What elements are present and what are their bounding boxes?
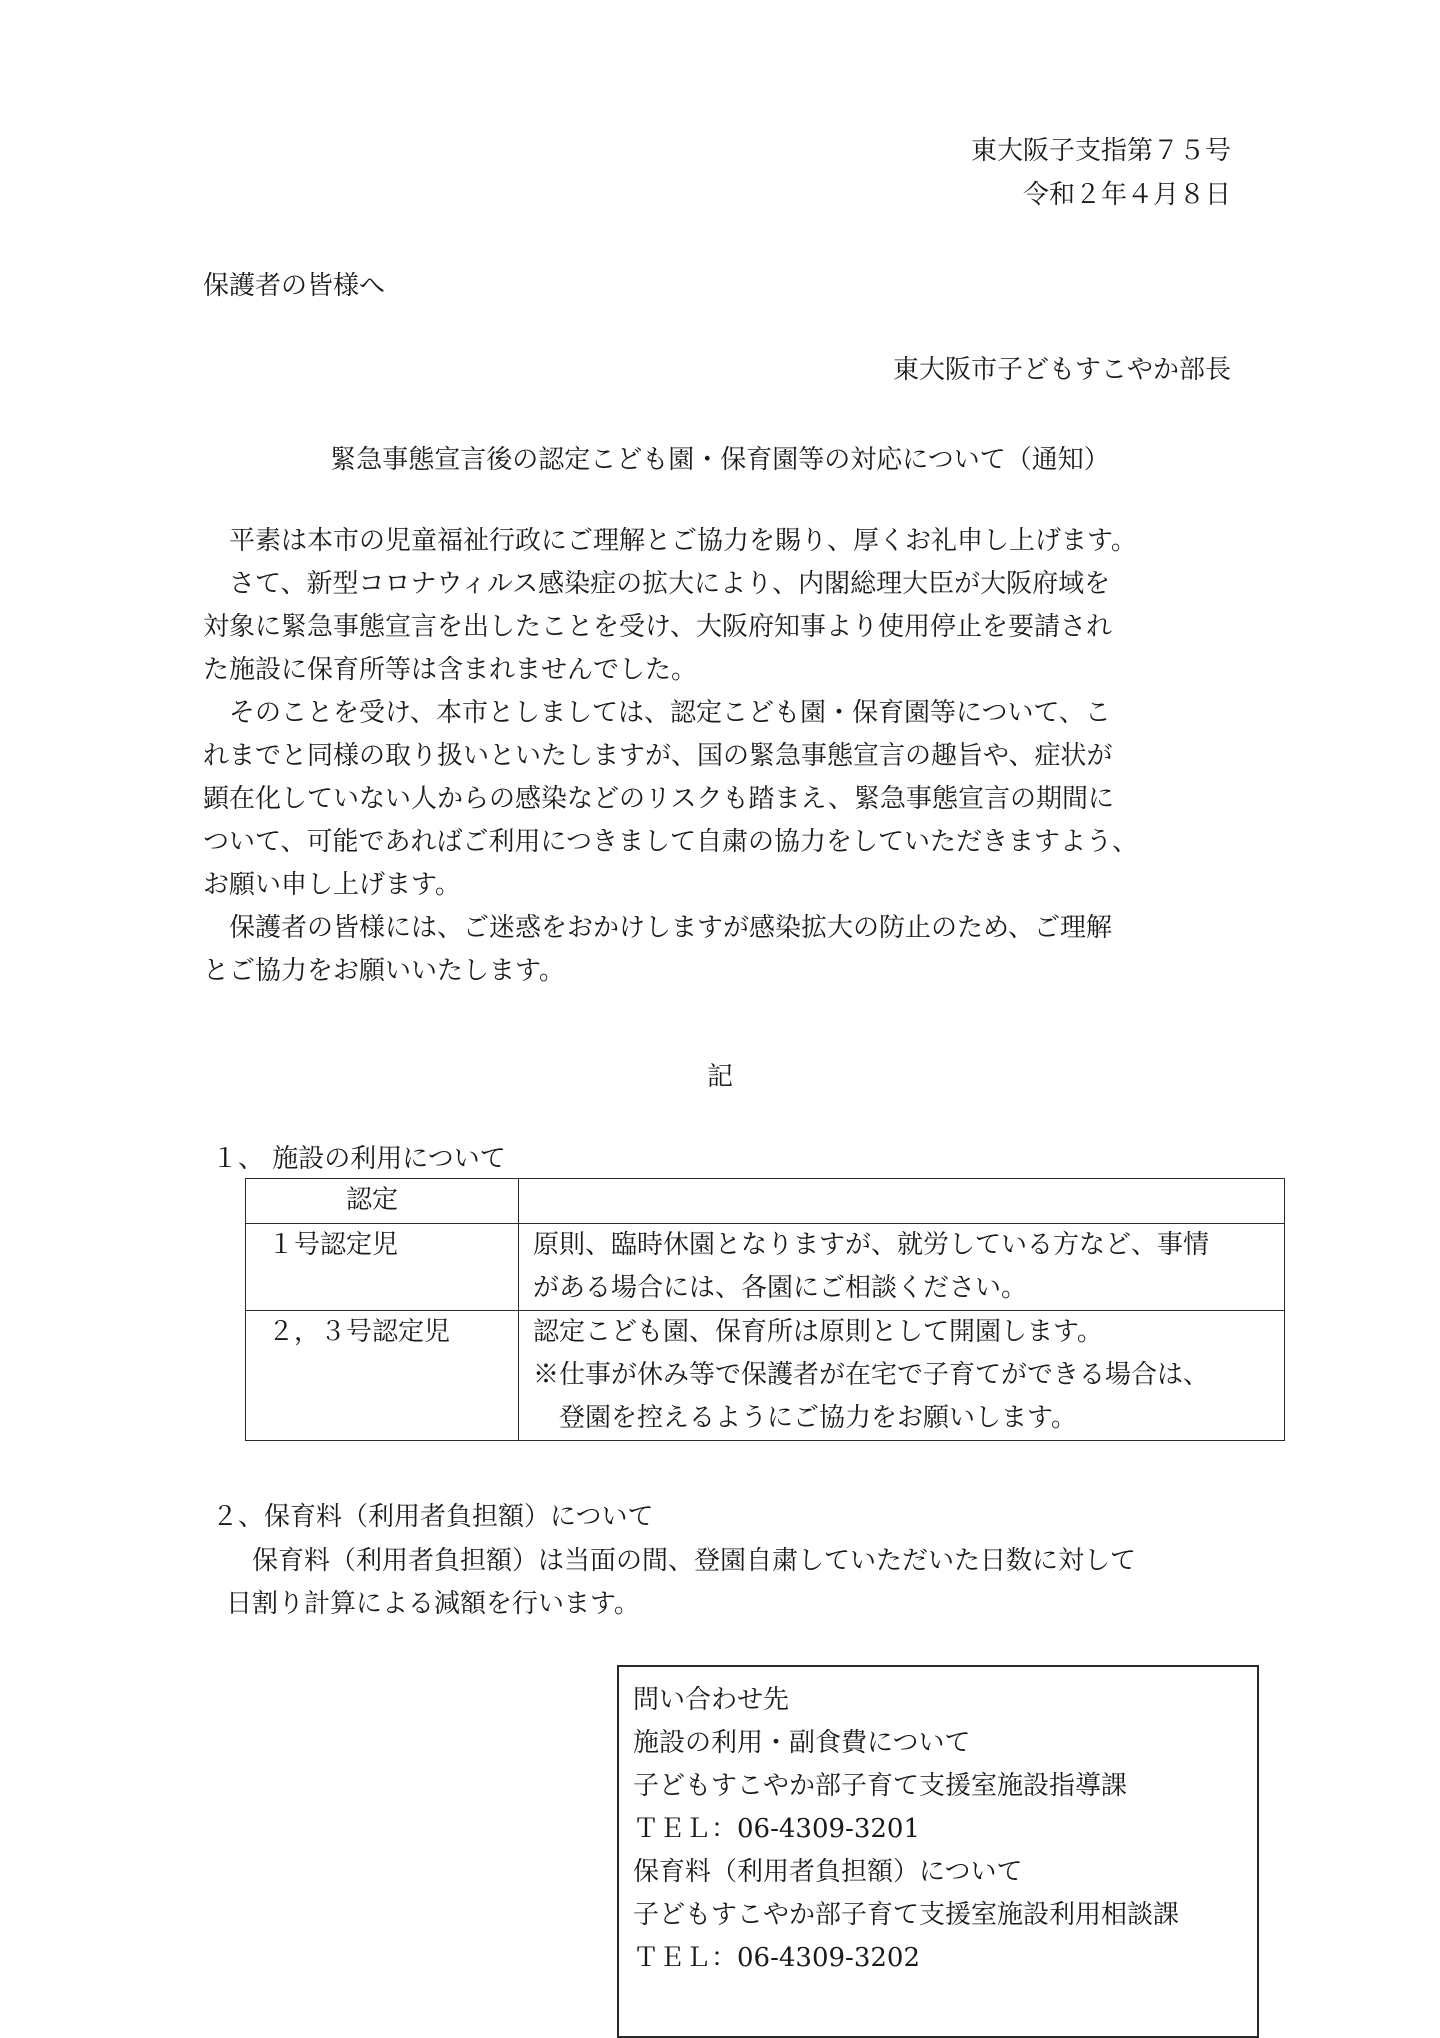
sender-line: 東大阪市子どもすこやか部長 [892, 355, 1231, 385]
table-row [246, 1224, 1285, 1311]
issue-date: 令和２年４月８日 [1022, 180, 1231, 210]
document-title: 緊急事態宣言後の認定こども園・保育園等の対応について（通知） [330, 445, 1110, 475]
body-text [203, 520, 1233, 993]
table-description-cell [519, 1224, 1285, 1311]
description-line: がある場合には、各園にご相談ください。 [533, 1273, 1028, 1303]
contact-line: 保育料（利用者負担額）について [633, 1857, 1023, 1887]
table-description-cell [519, 1311, 1285, 1441]
table-header-row [246, 1179, 1285, 1224]
contact-title: 問い合わせ先 [633, 1685, 790, 1715]
contact-phone: ＴＥＬ：06-4309-3202 [633, 1943, 920, 1973]
description-line: ※仕事が休み等で保護者が在宅で子育てができる場合は、 [533, 1360, 1210, 1390]
contact-box [617, 1665, 1259, 2038]
body-line: 平素は本市の児童福祉行政にご理解とご協力を賜り、厚くお礼申し上げます。 [203, 526, 1137, 556]
description-line: 登園を控えるようにご協力をお願いします。 [533, 1403, 1077, 1433]
section2-body [226, 1540, 1256, 1626]
ki-heading: 記 [706, 1062, 733, 1092]
contact-phone: ＴＥＬ：06-4309-3201 [633, 1814, 920, 1844]
contact-line: 子どもすこやか部子育て支援室施設利用相談課 [633, 1900, 1180, 1930]
contact-line: 子どもすこやか部子育て支援室施設指導課 [633, 1771, 1128, 1801]
table-header-label: 認定 [346, 1185, 399, 1215]
recipient-line: 保護者の皆様へ [203, 271, 386, 301]
contact-line: 施設の利用・副食費について [633, 1728, 971, 1758]
facility-usage-table [245, 1178, 1285, 1441]
category-label: ２，３号認定児 [268, 1317, 451, 1347]
body-line: お願い申し上げます。 [203, 870, 461, 900]
body-line: そのことを受け、本市としましては、認定こども園・保育園等について、こ [203, 698, 1111, 728]
table-header-label [533, 1179, 1284, 1221]
description-line: 原則、臨時休園となりますが、就労している方など、事情 [533, 1230, 1210, 1260]
section2-line: 日割り計算による減額を行います。 [226, 1589, 640, 1619]
body-line: ついて、可能であればご利用につきまして自粛の協力をしていただきますよう、 [203, 827, 1138, 857]
body-line: 対象に緊急事態宣言を出したことを受け、大阪府知事より使用停止を要請され [203, 612, 1112, 642]
body-line: 顕在化していない人からの感染などのリスクも踏まえ、緊急事態宣言の期間に [203, 784, 1115, 814]
body-line: た施設に保育所等は含まれませんでした。 [203, 655, 698, 685]
section1-heading: １、 施設の利用について [212, 1144, 506, 1174]
section2-line: 保育料（利用者負担額）は当面の間、登園自粛していただいた日数に対して [226, 1546, 1137, 1576]
table-row [246, 1311, 1285, 1441]
body-line: 保護者の皆様には、ご迷惑をおかけしますが感染拡大の防止のため、ご理解 [203, 913, 1112, 943]
table-category-cell [246, 1224, 519, 1311]
description-line: 認定こども園、保育所は原則として開園します。 [533, 1317, 1103, 1347]
table-category-cell [246, 1311, 519, 1441]
table-header-cell [246, 1179, 519, 1224]
body-line: れまでと同様の取り扱いといたしますが、国の緊急事態宣言の趣旨や、症状が [203, 741, 1113, 771]
body-line: さて、新型コロナウィルス感染症の拡大により、内閣総理大臣が大阪府域を [203, 569, 1111, 599]
body-line: とご協力をお願いいたします。 [203, 956, 565, 986]
table-header-cell [519, 1179, 1285, 1224]
category-label: １号認定児 [268, 1230, 399, 1260]
section2-heading: ２、保育料（利用者負担額）について [212, 1502, 654, 1532]
document-number: 東大阪子支指第７５号 [970, 136, 1231, 166]
